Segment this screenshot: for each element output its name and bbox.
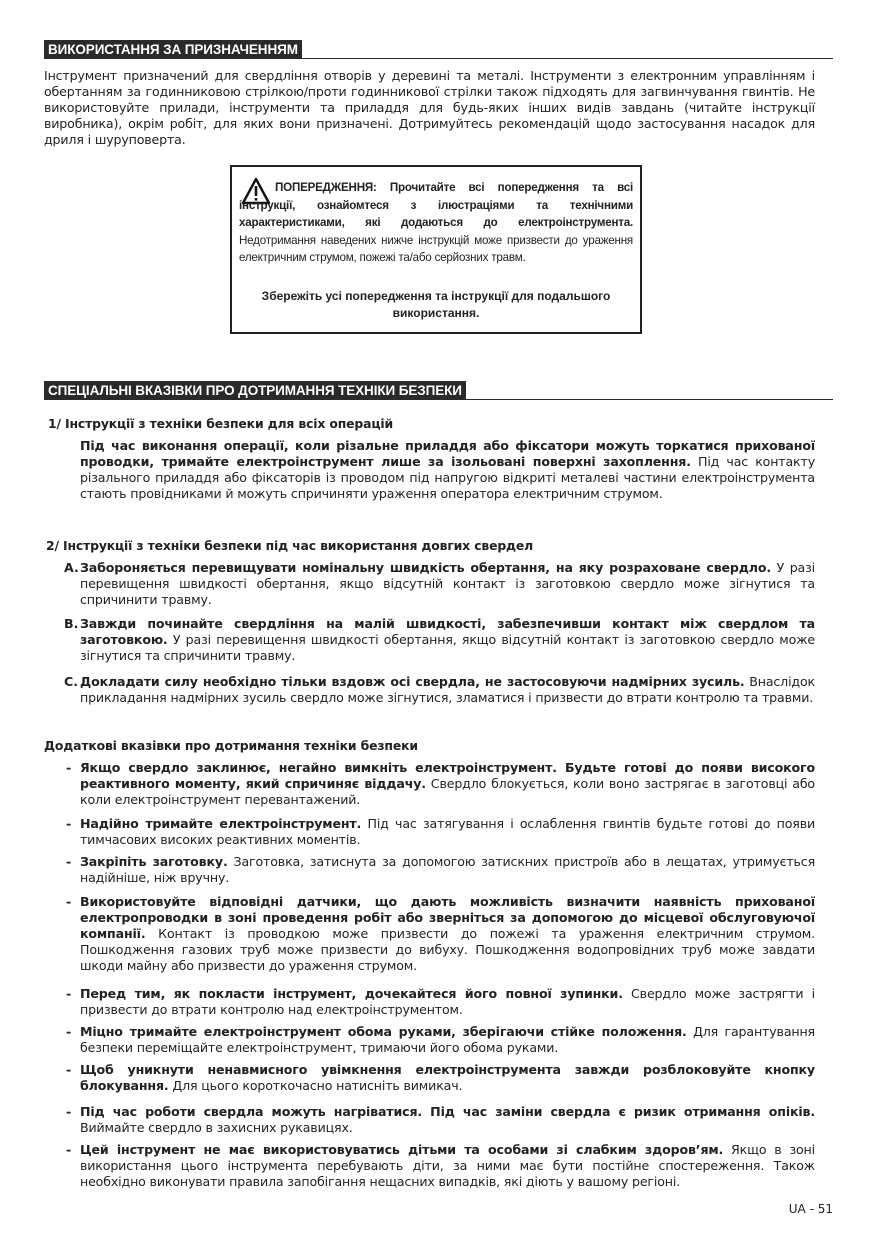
list-item-normal: Під час затягування і ослаблення гвинтів будьте готові до появи тимчасових високих реактивних моментів. [80,816,815,847]
list-item [80,1024,815,1056]
list-item [80,616,815,664]
list-item-bold: Цей інструмент не має використовуватись дітьми та особами зі слабким здоров’ям. [80,1142,724,1157]
sub1-paragraph [80,438,815,502]
list-marker: A. [64,560,79,575]
list-item [80,1104,815,1136]
list-marker: - [66,1104,72,1119]
list-item [80,760,815,808]
list-item-normal: Внаслідок прикладання надмірних зусиль свердло може зігнутися, зламатися і призвести до втрати контролю та травми. [80,674,815,705]
list-marker: - [66,986,72,1001]
sub-heading-all-operations: 1/ Інструкції з техніки безпеки для всіх операцій [48,416,393,431]
section-heading-special-safety: СПЕЦІАЛЬНІ ВКАЗІВКИ ПРО ДОТРИМАННЯ ТЕХНІКИ БЕЗПЕКИ [44,381,466,400]
list-item [80,894,815,974]
warning-save-text: Збережіть усі попередження та інструкції для подальшого використання. [261,289,611,320]
warning-normal-text: Недотримання наведених нижче інструкцій може призвести до ураження електричним струмом, пожежі та/або серйозних травм. [239,233,633,264]
list-item-normal: У разі перевищення швидкості обертання, якщо відсутній контакт із заготовкою свердло може зігнутися та спричинити травму. [80,560,815,607]
list-item [80,816,815,848]
list-item-normal: Свердло може застрягти і призвести до втрати контролю над електроінструментом. [80,986,815,1017]
list-item [80,674,815,706]
list-item-bold: Перед тим, як покласти інструмент, дочекайтеся його повної зупинки. [80,986,623,1001]
section-heading-intended-use: ВИКОРИСТАННЯ ЗА ПРИЗНАЧЕННЯМ [44,40,302,59]
list-item-normal: Заготовка, затиснута за допомогою затискних пристроїв або в лещатах, утримується надійніше, ніж вручну. [80,854,816,885]
warning-bold-text: ПОПЕРЕДЖЕННЯ: Прочитайте всі попередження та всі інструкції, ознайомтеся з ілюстраціями та технічними характеристиками, які додаються до електроінструмента. [239,181,633,229]
list-item-normal: Виймайте свердло в захисних рукавицях. [80,1120,353,1135]
list-marker: - [66,816,72,831]
list-item-bold: Під час роботи свердла можуть нагріватися. Під час заміни свердла є ризик отримання опіків. [80,1104,815,1119]
list-item-bold: Якщо свердло заклинює, негайно вимкніть електроінструмент. Будьте готові до появи високого реактивного моменту, який спричиняє віддачу. [80,760,815,791]
list-marker: - [66,1142,72,1157]
warning-box [230,165,642,334]
list-item-normal: Свердло блокується, коли воно застрягає в заготовці або коли електроінструмент перевантажений. [80,776,815,807]
sub-heading-long-drills: 2/ Інструкції з техніки безпеки під час використання довгих свердел [46,538,534,553]
list-item-bold: Закріпіть заготовку. [80,854,228,869]
list-item-bold: Надійно тримайте електроінструмент. [80,816,362,831]
list-item-bold: Використовуйте відповідні датчики, що дають можливість визначити наявність прихованої електропроводки в зоні проведення робіт або зверніться за допомогою до місцевої обслуговуючої компанії. [80,894,815,941]
sub1-bold: Під час виконання операції, коли різальне приладдя або фіксатори можуть торкатися прихованої проводки, тримайте електроінструмент лише за ізольовані поверхні захоплення. [80,438,815,469]
page-number: UA - 51 [788,1202,833,1216]
list-item-normal: У разі перевищення швидкості обертання, якщо відсутній контакт із заготовкою свердло може зігнутися та спричинити травму. [80,632,815,663]
list-item-normal: Для гарантування безпеки переміщайте електроінструмент, тримаючи його обома руками. [80,1024,815,1055]
warning-text [239,179,633,267]
list-item-bold: Забороняється перевищувати номінальну швидкість обертання, на яку розраховане свердло. [80,560,772,575]
list-item [80,560,815,608]
list-marker: - [66,894,72,909]
list-marker: C. [64,674,79,689]
list-item-bold: Міцно тримайте електроінструмент обома руками, зберігаючи стійке положення. [80,1024,687,1039]
list-marker: - [66,1062,72,1077]
list-item-bold: Щоб уникнути ненавмисного увімкнення електроінструмента завжди розблоковуйте кнопку блокування. [80,1062,815,1093]
list-item-normal: Якщо в зоні використання цього інструмента перебувають діти, за ними має бути постійне спостереження. Також необхідно виконувати правила запобігання нещасних випадків, які діють у вашому регіоні. [80,1142,815,1189]
list-item [80,1062,815,1094]
list-item [80,986,815,1018]
list-marker: - [66,1024,72,1039]
list-item-normal: Для цього короткочасно натисніть вимикач. [168,1078,463,1093]
list-item-bold: Докладати силу необхідно тільки вздовж осі свердла, не застосовуючи надмірних зусиль. [80,674,745,689]
list-item-bold: Завжди починайте свердління на малій швидкості, забезпечивши контакт між свердлом та заготовкою. [80,616,815,647]
list-item [80,854,815,886]
list-marker: B. [64,616,79,631]
list-marker: - [66,854,72,869]
list-item-normal: Контакт із проводкою може призвести до пожежі та ураження електричним струмом. Пошкодження газових труб може призвести до вибуху. Пошкодження водопровідних труб може завдати шкоди майну або призвести до ураження струмом. [80,926,815,973]
intended-use-text: Інструмент призначений для свердління отворів у деревині та металі. Інструменти з електронним управлінням і обертанням за годинниковою стрілкою/проти годинникової стрілки також підходять для загвинчування гвинтів. Не використовуйте прилади, інструменти та приладдя для будь-яких інших видів завдань (читайте інструкції виробника), окрім робіт, для яких вони призначені. Дотримуйтесь рекомендацій щодо застосування насадок для дриля і шуруповерта. [44,68,815,147]
sub-heading-additional: Додаткові вказівки про дотримання техніки безпеки [44,738,418,753]
sub1-normal: Під час контакту різального приладдя або фіксаторів із проводом під напругою відкриті металеві частини електроінструмента стають провідниками й можуть спричиняти ураження оператора електричним струмом. [80,454,816,501]
list-item [80,1142,815,1190]
list-marker: - [66,760,72,775]
